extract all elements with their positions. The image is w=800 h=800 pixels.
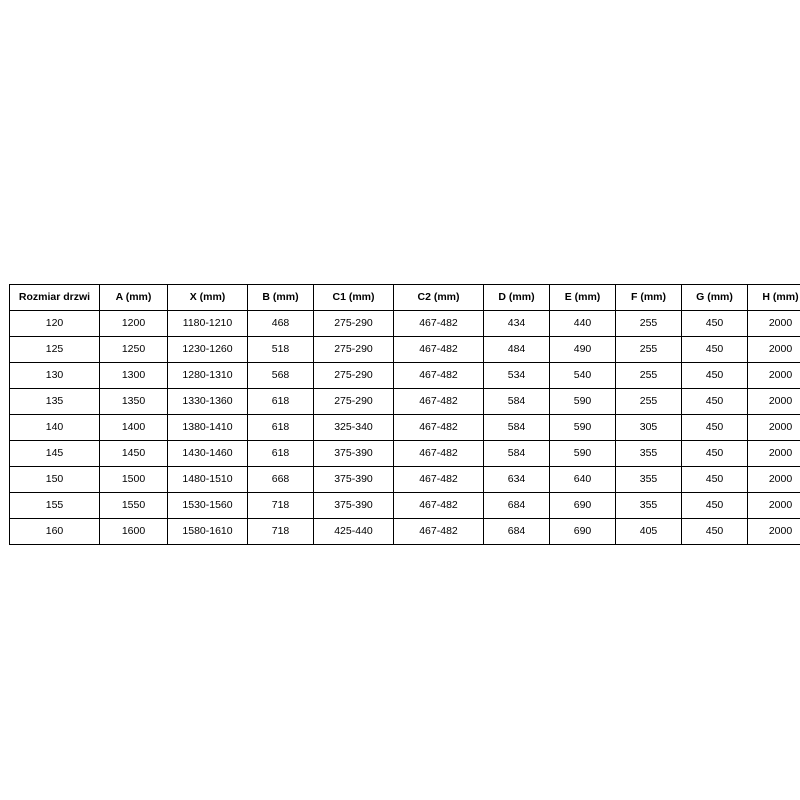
cell-c1: 275-290: [314, 311, 394, 337]
table-row: [10, 493, 800, 519]
cell-c1: 325-340: [314, 415, 394, 441]
table-header-row: [10, 285, 800, 311]
cell-b: 618: [248, 441, 314, 467]
cell-d: 584: [484, 415, 550, 441]
cell-x: 1280-1310: [168, 363, 248, 389]
cell-b: 468: [248, 311, 314, 337]
column-header-h: H (mm): [748, 285, 800, 311]
cell-b: 518: [248, 337, 314, 363]
table-row: [10, 519, 800, 545]
cell-x: 1580-1610: [168, 519, 248, 545]
cell-e: 690: [550, 493, 616, 519]
cell-c2: 467-482: [394, 363, 484, 389]
cell-f: 405: [616, 519, 682, 545]
cell-g: 450: [682, 519, 748, 545]
cell-c2: 467-482: [394, 441, 484, 467]
cell-c2: 467-482: [394, 467, 484, 493]
cell-a: 1350: [100, 389, 168, 415]
cell-x: 1430-1460: [168, 441, 248, 467]
cell-a: 1500: [100, 467, 168, 493]
cell-a: 1550: [100, 493, 168, 519]
cell-g: 450: [682, 363, 748, 389]
cell-c1: 275-290: [314, 389, 394, 415]
cell-e: 590: [550, 389, 616, 415]
table-row: [10, 467, 800, 493]
specification-table: [9, 284, 800, 545]
cell-c2: 467-482: [394, 415, 484, 441]
cell-f: 255: [616, 337, 682, 363]
cell-b: 618: [248, 389, 314, 415]
column-header-c2: C2 (mm): [394, 285, 484, 311]
column-header-b: B (mm): [248, 285, 314, 311]
cell-d: 534: [484, 363, 550, 389]
cell-x: 1480-1510: [168, 467, 248, 493]
cell-c1: 375-390: [314, 441, 394, 467]
cell-f: 355: [616, 441, 682, 467]
cell-c1: 375-390: [314, 467, 394, 493]
column-header-a: A (mm): [100, 285, 168, 311]
cell-h: 2000: [748, 389, 800, 415]
cell-d: 484: [484, 337, 550, 363]
cell-rozmiar-drzwi: 140: [10, 415, 100, 441]
cell-a: 1450: [100, 441, 168, 467]
cell-c2: 467-482: [394, 493, 484, 519]
cell-f: 305: [616, 415, 682, 441]
cell-f: 355: [616, 467, 682, 493]
cell-a: 1600: [100, 519, 168, 545]
cell-rozmiar-drzwi: 130: [10, 363, 100, 389]
cell-c2: 467-482: [394, 389, 484, 415]
cell-e: 590: [550, 415, 616, 441]
cell-c2: 467-482: [394, 519, 484, 545]
cell-d: 684: [484, 493, 550, 519]
cell-e: 440: [550, 311, 616, 337]
cell-g: 450: [682, 389, 748, 415]
table-header: [10, 285, 800, 311]
cell-h: 2000: [748, 311, 800, 337]
cell-x: 1380-1410: [168, 415, 248, 441]
cell-b: 718: [248, 519, 314, 545]
cell-x: 1180-1210: [168, 311, 248, 337]
cell-c1: 275-290: [314, 337, 394, 363]
cell-a: 1400: [100, 415, 168, 441]
cell-b: 718: [248, 493, 314, 519]
cell-e: 540: [550, 363, 616, 389]
cell-x: 1330-1360: [168, 389, 248, 415]
table-row: [10, 389, 800, 415]
cell-f: 255: [616, 363, 682, 389]
cell-g: 450: [682, 493, 748, 519]
cell-e: 690: [550, 519, 616, 545]
cell-f: 255: [616, 389, 682, 415]
column-header-rozmiar-drzwi: Rozmiar drzwi: [10, 285, 100, 311]
column-header-x: X (mm): [168, 285, 248, 311]
cell-d: 584: [484, 441, 550, 467]
cell-d: 634: [484, 467, 550, 493]
cell-rozmiar-drzwi: 150: [10, 467, 100, 493]
table-row: [10, 441, 800, 467]
cell-rozmiar-drzwi: 120: [10, 311, 100, 337]
cell-rozmiar-drzwi: 155: [10, 493, 100, 519]
cell-f: 355: [616, 493, 682, 519]
column-header-c1: C1 (mm): [314, 285, 394, 311]
cell-rozmiar-drzwi: 125: [10, 337, 100, 363]
cell-g: 450: [682, 467, 748, 493]
table-row: [10, 311, 800, 337]
cell-h: 2000: [748, 363, 800, 389]
cell-c1: 425-440: [314, 519, 394, 545]
cell-g: 450: [682, 441, 748, 467]
cell-x: 1230-1260: [168, 337, 248, 363]
cell-e: 640: [550, 467, 616, 493]
cell-g: 450: [682, 311, 748, 337]
cell-f: 255: [616, 311, 682, 337]
column-header-g: G (mm): [682, 285, 748, 311]
cell-c2: 467-482: [394, 337, 484, 363]
cell-c1: 275-290: [314, 363, 394, 389]
table-row: [10, 337, 800, 363]
cell-h: 2000: [748, 493, 800, 519]
column-header-d: D (mm): [484, 285, 550, 311]
cell-e: 590: [550, 441, 616, 467]
column-header-f: F (mm): [616, 285, 682, 311]
cell-d: 434: [484, 311, 550, 337]
table-row: [10, 363, 800, 389]
cell-h: 2000: [748, 519, 800, 545]
cell-x: 1530-1560: [168, 493, 248, 519]
cell-e: 490: [550, 337, 616, 363]
specification-table-container: [9, 284, 799, 545]
cell-h: 2000: [748, 337, 800, 363]
column-header-e: E (mm): [550, 285, 616, 311]
cell-d: 684: [484, 519, 550, 545]
cell-a: 1300: [100, 363, 168, 389]
cell-a: 1250: [100, 337, 168, 363]
cell-h: 2000: [748, 467, 800, 493]
cell-h: 2000: [748, 441, 800, 467]
cell-g: 450: [682, 337, 748, 363]
table-body: [10, 311, 800, 545]
cell-c1: 375-390: [314, 493, 394, 519]
cell-a: 1200: [100, 311, 168, 337]
cell-d: 584: [484, 389, 550, 415]
cell-rozmiar-drzwi: 145: [10, 441, 100, 467]
cell-g: 450: [682, 415, 748, 441]
table-row: [10, 415, 800, 441]
cell-h: 2000: [748, 415, 800, 441]
cell-b: 668: [248, 467, 314, 493]
cell-rozmiar-drzwi: 135: [10, 389, 100, 415]
cell-c2: 467-482: [394, 311, 484, 337]
cell-b: 618: [248, 415, 314, 441]
cell-rozmiar-drzwi: 160: [10, 519, 100, 545]
cell-b: 568: [248, 363, 314, 389]
